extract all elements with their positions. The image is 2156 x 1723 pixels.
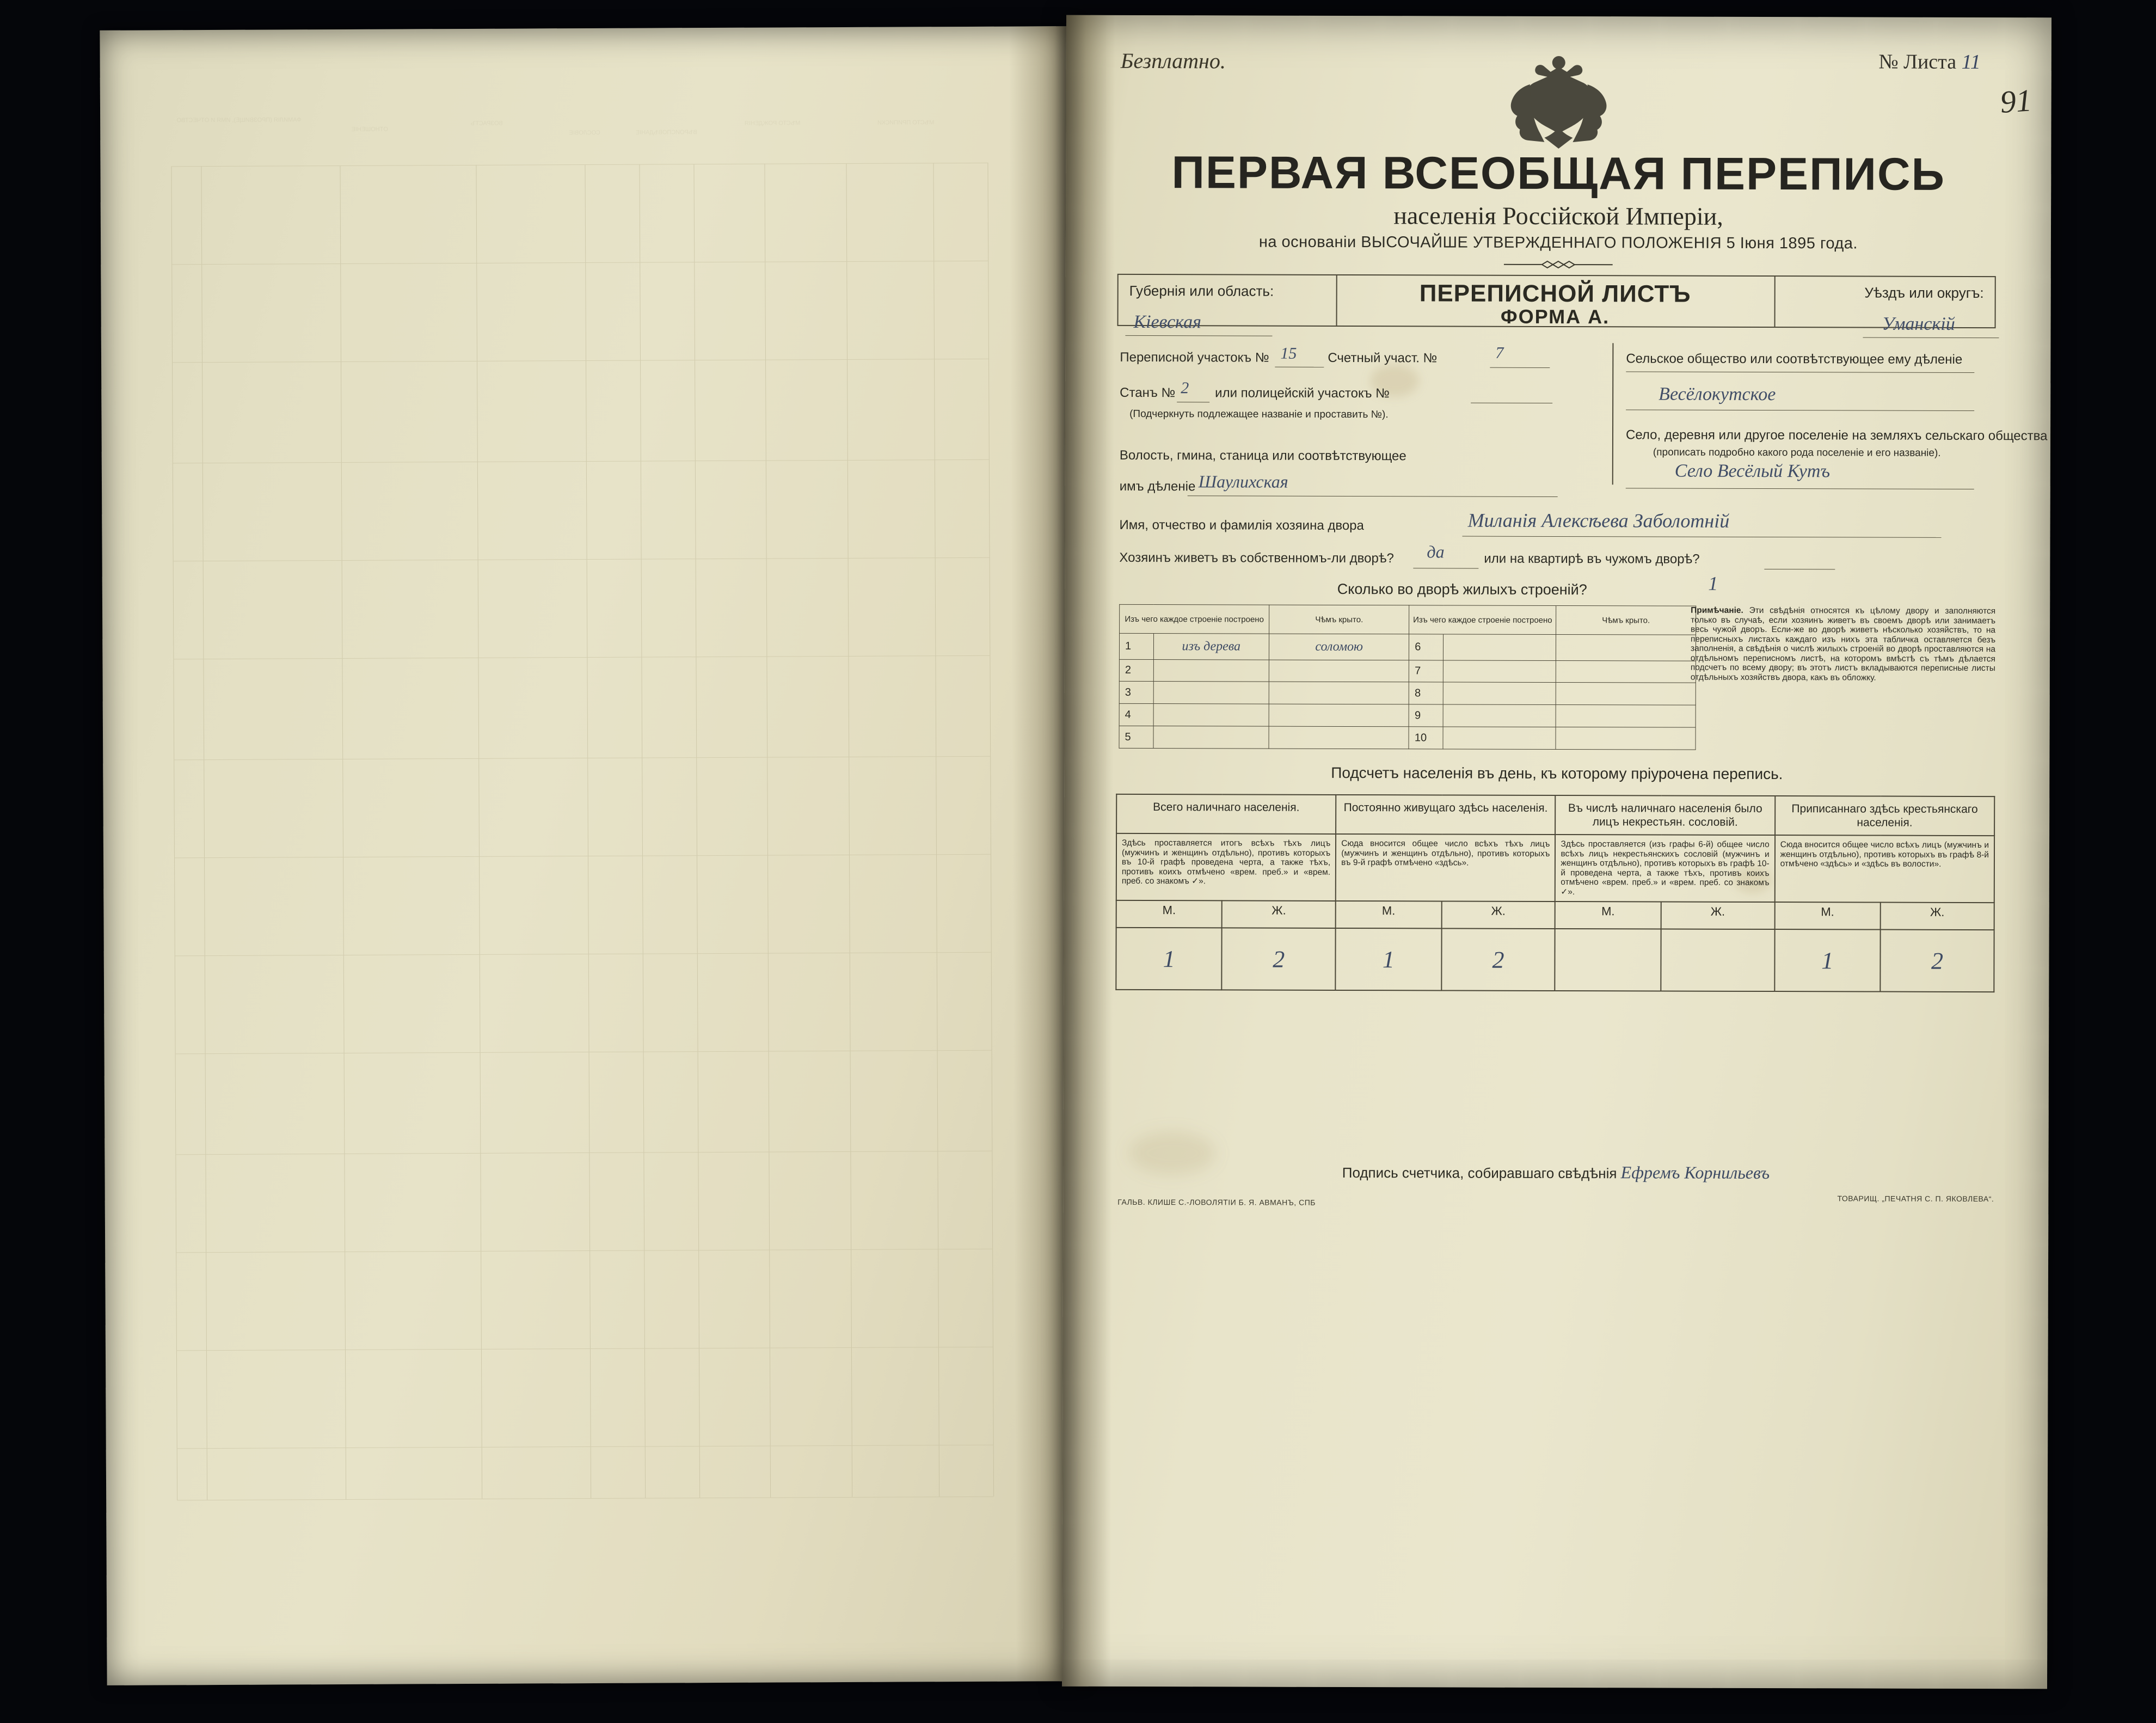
gubernia-label: Губернія или область: [1129, 282, 1274, 299]
roof-value [1556, 660, 1696, 683]
buildings-note [1691, 606, 1995, 683]
row-number: 2 [1119, 659, 1153, 682]
pop-group-title-0: Всего наличнаго населенія. [1116, 794, 1336, 834]
selskoe-obshchestvo-value: Весёлокутское [1659, 384, 1776, 405]
row-number: 10 [1409, 727, 1443, 749]
material-value [1443, 634, 1556, 660]
population-table [1115, 794, 1995, 992]
sex-header-z: Ж. [1222, 900, 1336, 928]
buildings-table [1119, 604, 1680, 750]
material-value [1443, 727, 1556, 749]
buildings-col-roof-1: Чѣмъ крыто. [1269, 605, 1409, 634]
row-number: 1 [1119, 633, 1153, 659]
material-value [1443, 704, 1556, 727]
pop-group-desc-0: Здѣсь проставляется итогъ всѣхъ тѣхъ лицъ (мужчинъ и женщинъ отдѣльно), противъ которыхъ въ 10-й графѣ проведена черта, а также тѣхъ, противъ коихъ отмѣчено «врем. преб.» и «врем. преб. со знакомъ ✓». [1116, 833, 1336, 901]
pop-value-1-m: 1 [1382, 946, 1395, 973]
sex-header-z: Ж. [1661, 902, 1774, 930]
table-row [1119, 726, 1696, 750]
table-row [1116, 928, 1994, 992]
sex-header-m: М. [1774, 902, 1880, 930]
volost-value: Шаулихская [1198, 471, 1288, 492]
dvor-question: Хозяинъ живетъ въ собственномъ-ли дворѣ? [1119, 550, 1394, 566]
material-value [1153, 682, 1269, 704]
dvor-answer: да [1427, 542, 1445, 562]
roof-value [1556, 727, 1696, 750]
pop-value-3-m: 1 [1821, 947, 1834, 974]
hozyain-value: Миланія Алексѣева Заболотній [1467, 509, 1730, 532]
gubernia-value: Кіевская [1133, 311, 1201, 333]
population-count-heading: Подсчетъ населенія въ день, къ которому пріурочена перепись. [1331, 764, 1783, 783]
material-value [1153, 659, 1269, 682]
uezd-label: Уѣздъ или округъ: [1864, 284, 1984, 302]
perepisnoy-uchastok-value: 15 [1280, 344, 1297, 363]
row-number: 9 [1409, 704, 1443, 727]
sheet-number-value: 11 [1961, 50, 1981, 74]
buildings-col-roof-2: Чѣмъ крыто. [1556, 605, 1696, 635]
row-number: 5 [1119, 726, 1153, 749]
pop-group-title-2: Въ числѣ наличнаго населенія было лицъ некрестьян. сословій. [1556, 795, 1775, 835]
signature-value: Ефремъ Корнильевъ [1620, 1162, 1770, 1183]
roof-value [1269, 660, 1409, 683]
table-row [1119, 682, 1696, 706]
page-subtitle: населенія Россійской Имперіи, [1393, 201, 1723, 230]
right-page [1062, 15, 2051, 1689]
buildings-question: Сколько во дворѣ жилыхъ строеній? [1337, 580, 1587, 598]
left-page-grid [171, 163, 993, 1500]
table-row [1119, 633, 1696, 660]
stan-label: Станъ № [1120, 385, 1176, 401]
pop-group-desc-3: Сюда вносится общее число всѣхъ лицъ (мужчинъ и женщинъ отдѣльно), противъ которыхъ въ графѣ 8-й отмѣчено «здѣсь» и «здѣсь въ волости». [1774, 835, 1994, 903]
left-page [100, 26, 1081, 1685]
selskoe-obshchestvo-label: Сельское общество или соотвѣтствующее ему дѣленіе [1626, 351, 1963, 367]
page-legal-basis: на основаніи ВЫСОЧАЙШЕ УТВЕРЖДЕННАГО ПОЛОЖЕНІЯ 5 Іюня 1895 года. [1258, 233, 1858, 253]
buildings-answer: 1 [1708, 572, 1718, 594]
material-value: изъ дерева [1182, 639, 1241, 654]
pop-group-desc-1: Сюда вносится общее число всѣхъ тѣхъ лицъ (мужчинъ и женщинъ отдѣльно), противъ которыхъ въ 9-й графѣ отмѣчено «здѣсь». [1336, 834, 1556, 902]
roof-value [1556, 634, 1696, 660]
imprint-left: ГАЛЬВ. КЛИШЕ С.-ЛОВОЛЯТІИ Б. Я. АВМАНЪ, СПБ [1117, 1197, 1316, 1207]
pop-group-desc-2: Здѣсь проставляется (изъ графы 6-й) общее число всѣхъ лицъ некрестьянскихъ сословій (мужчинъ и женщинъ отдѣльно), противъ которыхъ въ графѣ 10-й проведена черта, а также тѣхъ, противъ коихъ отмѣчено «врем. преб.» и «врем. преб. со знакомъ ✓». [1555, 835, 1775, 902]
material-value [1443, 682, 1556, 704]
buildings-note-text: Эти свѣдѣнія относятся къ цѣлому двору и заполняются только въ случаѣ, если хозяинъ живетъ въ своемъ дворѣ или занимаетъ весь чужой дворъ. Если-же во дворѣ живетъ нѣсколько хозяйствъ, то на переписныхъ листахъ каждаго изъ нихъ эта табличка оставляется безъ заполненія, а свѣдѣнія о числѣ жилыхъ строеній во дворѣ проставляются на отдѣльномъ переписномъ листѣ, на которомъ вмѣстѣ съ тѣмъ дѣлается подсчетъ по всему двору; въ этотъ листъ вкладываются переписные листы отдѣльныхъ хозяйствъ двора, какъ въ обложку. [1690, 605, 1996, 683]
buildings-col-material-2: Изъ чего каждое строеніе построено [1409, 605, 1556, 635]
signature-line [1063, 1161, 2048, 1184]
buildings-col-material-1: Изъ чего каждое строеніе построено [1120, 604, 1269, 634]
roof-value [1269, 726, 1409, 749]
uezd-value: Уманскій [1882, 314, 1955, 334]
underline-note: (Подчеркнуть подлежащее названіе и проставить №). [1129, 408, 1389, 421]
imperial-eagle-icon [1496, 46, 1621, 150]
row-number: 7 [1409, 660, 1444, 682]
pop-value-3-z: 2 [1931, 947, 1944, 974]
sex-header-z: Ж. [1881, 903, 1994, 930]
selo-note: (прописать подробно какого рода поселеніе и его названіе). [1653, 446, 1941, 459]
hozyain-label: Имя, отчество и фамилія хозяина двора [1119, 517, 1364, 534]
buildings-note-title: Примѣчаніе. [1691, 605, 1743, 615]
sex-header-m: М. [1555, 902, 1661, 929]
row-number: 8 [1409, 682, 1444, 704]
schetny-uchastok-value: 7 [1495, 344, 1504, 362]
form-title-line2: ФОРМА А. [1500, 305, 1610, 328]
pop-group-title-1: Постоянно живущаго здѣсь населенія. [1336, 795, 1555, 835]
volost-label: Волость, гмина, станица или соотвѣтствующее [1119, 447, 1406, 464]
roof-value [1556, 705, 1696, 728]
free-stamp: Безплатно. [1120, 48, 1226, 73]
pop-value-1-z: 2 [1492, 946, 1504, 973]
perepisnoy-uchastok-label: Переписной участокъ № [1120, 349, 1269, 365]
form-title-box [1117, 274, 1996, 328]
page-title: ПЕРВАЯ ВСЕОБЩАЯ ПЕРЕПИСЬ [1171, 146, 1946, 200]
selo-label: Село, деревня или другое поселеніе на земляхъ сельскаго общества [1625, 427, 2048, 444]
pop-value-0-z: 2 [1273, 946, 1285, 973]
roof-value [1269, 682, 1409, 705]
schetny-uchastok-label: Счетный участ. № [1328, 350, 1438, 366]
table-row [1119, 659, 1696, 683]
material-value [1443, 660, 1556, 683]
pop-value-0-m: 1 [1163, 945, 1175, 972]
left-page-bleed-headers: ФАМИЛІЯ (ПРОЗВИЩЕ), ИМЯ И ОТЧЕСТВО ОТНОШЕНІЕ ВОЗРАСТЪ СОСЛОВІЕ ВѢРОИСПОВѢДАНІЕ МѢСТО РОЖДЕНІЯ МѢСТО ПРИПИСКИ [176, 116, 935, 137]
volost-label-2: имъ дѣленіе [1119, 479, 1196, 494]
row-number: 4 [1119, 704, 1153, 726]
stan-value: 2 [1181, 379, 1189, 397]
sex-header-m: М. [1336, 901, 1441, 929]
row-number: 6 [1409, 634, 1444, 660]
page-number-handwritten: 91 [1999, 82, 2033, 120]
selo-value: Село Весёлый Кутъ [1674, 461, 1831, 482]
table-row [1119, 704, 1696, 728]
roof-value [1269, 704, 1409, 727]
signature-label: Подпись счетчика, собиравшаго свѣдѣнія [1342, 1164, 1617, 1182]
ornament-divider-icon [1504, 260, 1613, 269]
roof-value: соломою [1315, 639, 1363, 654]
form-title-line1: ПЕРЕПИСНОЙ ЛИСТЪ [1419, 280, 1691, 308]
material-value [1153, 704, 1269, 726]
row-number: 3 [1119, 682, 1153, 704]
imprint-right: ТОВАРИЩ. „ПЕЧАТНЯ С. П. ЯКОВЛЕВА“. [1837, 1194, 1994, 1204]
material-value [1153, 726, 1269, 749]
policeisky-label: или полицейскій участокъ № [1215, 385, 1390, 401]
dvor-question-2: или на квартирѣ въ чужомъ дворѣ? [1484, 551, 1700, 567]
sheet-number [1878, 50, 1980, 74]
pop-group-title-3: Приписаннаго здѣсь крестьянскаго населенія. [1775, 796, 1994, 836]
sheet-number-label: № Листа [1878, 50, 1957, 73]
roof-value [1556, 683, 1696, 706]
sex-header-z: Ж. [1441, 901, 1555, 929]
sex-header-m: М. [1116, 900, 1222, 928]
